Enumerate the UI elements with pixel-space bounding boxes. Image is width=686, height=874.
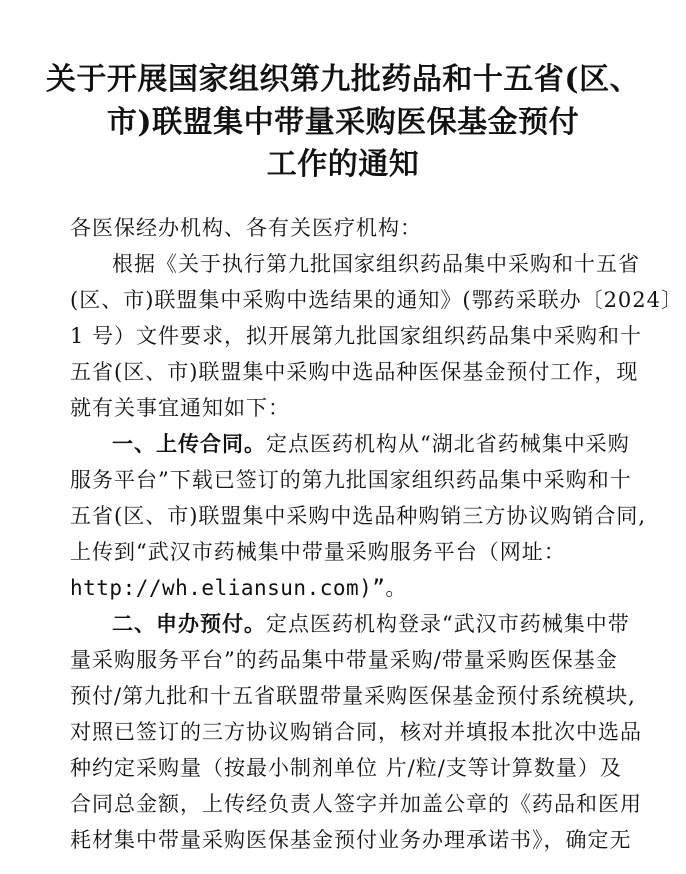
- section-1-first-line: [112, 430, 630, 458]
- document-title-line-2: 市)联盟集中带量采购医保基金预付: [106, 105, 580, 140]
- section-1-line-1-text: 定点医药机构从“湖北省药械集中采购: [266, 432, 630, 456]
- section-1-url-line: http://wh.eliansun.com)”。: [70, 576, 407, 600]
- intro-line-1: 根据《关于执行第九批国家组织药品集中采购和十五省: [112, 252, 640, 276]
- section-1-heading: 一、上传合同。: [112, 431, 266, 456]
- section-2-line-3: 预付/第九批和十五省联盟带量采购医保基金预付系统模块,: [70, 684, 636, 708]
- section-2-line-4: 对照已签订的三方协议购销合同，核对并填报本批次中选品: [70, 720, 642, 744]
- intro-line-2: (区、市)联盟集中采购中选结果的通知》(鄂药采联办〔2024〕: [70, 288, 684, 312]
- section-2-line-5: 种约定采购量（按最小制剂单位 片/粒/支等计算数量）及: [70, 756, 622, 780]
- intro-line-4: 五省(区、市)联盟集中采购中选品种医保基金预付工作，现: [70, 360, 639, 384]
- intro-line-3: 1 号）文件要求，拟开展第九批国家组织药品集中采购和十: [70, 324, 643, 348]
- section-2-line-2: 量采购服务平台”的药品集中带量采购/带量采购医保基金: [70, 648, 618, 672]
- salutation: 各医保经办机构、各有关医疗机构：: [70, 216, 422, 240]
- section-1-line-4: 上传到“武汉市药械集中带量采购服务平台（网址：: [70, 540, 566, 564]
- section-2-line-7: 耗材集中带量采购医保基金预付业务办理承诺书》，确定无: [70, 828, 632, 852]
- section-2-line-1-text: 定点医药机构登录“武汉市药械集中带: [266, 612, 630, 636]
- intro-line-5: 就有关事宜通知如下：: [70, 396, 290, 420]
- section-2-first-line: [112, 610, 630, 638]
- section-2-line-6: 合同总金额，上传经负责人签字并加盖公章的《药品和医用: [70, 792, 642, 816]
- section-2-heading: 二、申办预付。: [112, 611, 266, 636]
- section-1-line-3: 五省(区、市)联盟集中采购中选品种购销三方协议购销合同,: [70, 504, 647, 528]
- document-title-line-1: 关于开展国家组织第九批药品和十五省(区、: [45, 62, 641, 97]
- document-title-line-3: 工作的通知: [266, 147, 420, 182]
- section-1-line-2: 服务平台”下载已签订的第九批国家组织药品集中采购和十: [70, 468, 632, 492]
